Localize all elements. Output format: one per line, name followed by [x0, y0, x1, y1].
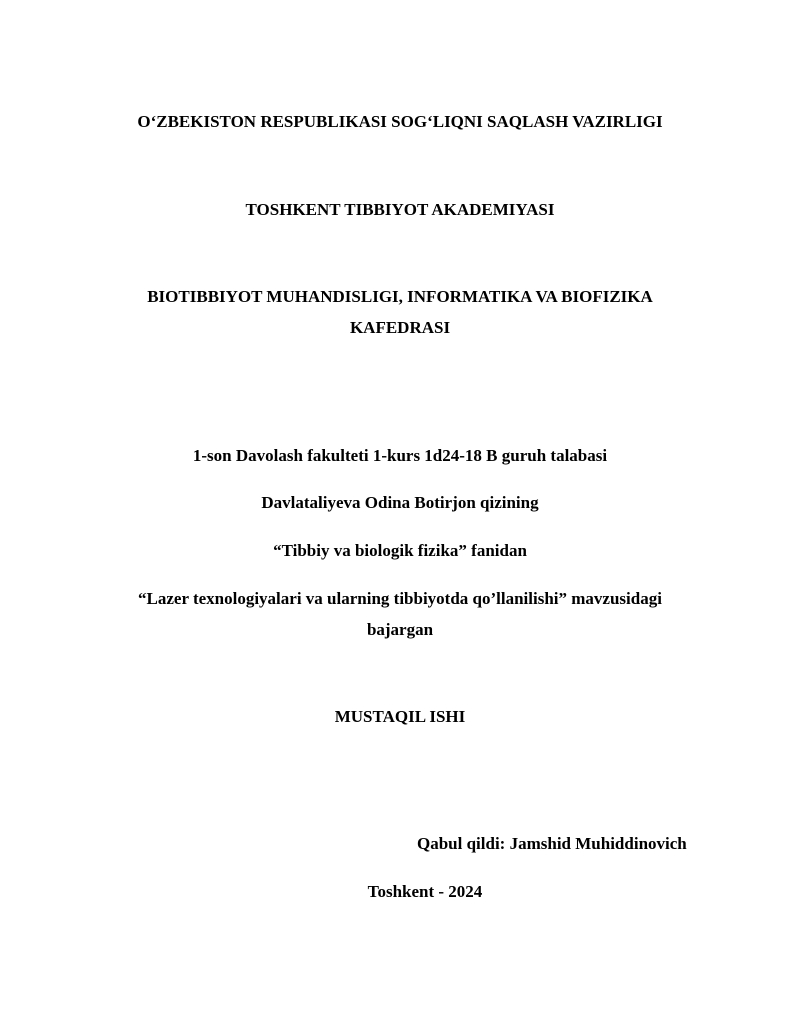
topic-line1: “Lazer texnologiyalari va ularning tibbiyotda qo’llanilishi” mavzusidagi: [138, 589, 662, 608]
city-year-line: Toshkent - 2024: [367, 882, 483, 901]
accepted-by-line: Qabul qildi: Jamshid Muhiddinovich: [417, 834, 687, 853]
academy-heading: TOSHKENT TIBBIYOT AKADEMIYASI: [245, 200, 555, 219]
student-name-line: Davlataliyeva Odina Botirjon qizining: [261, 493, 539, 512]
ministry-heading: O‘ZBEKISTON RESPUBLIKASI SOG‘LIQNI SAQLASH VAZIRLIGI: [137, 112, 663, 131]
work-title: MUSTAQIL ISHI: [334, 707, 466, 726]
department-heading-line2: KAFEDRASI: [349, 318, 451, 337]
course-line: “Tibbiy va biologik fizika” fanidan: [273, 541, 527, 560]
faculty-line: 1-son Davolash fakulteti 1-kurs 1d24-18 B guruh talabasi: [192, 446, 608, 465]
department-heading-line1: BIOTIBBIYOT MUHANDISLIGI, INFORMATIKA VA BIOFIZIKA: [147, 287, 653, 306]
topic-line2: bajargan: [366, 620, 434, 639]
